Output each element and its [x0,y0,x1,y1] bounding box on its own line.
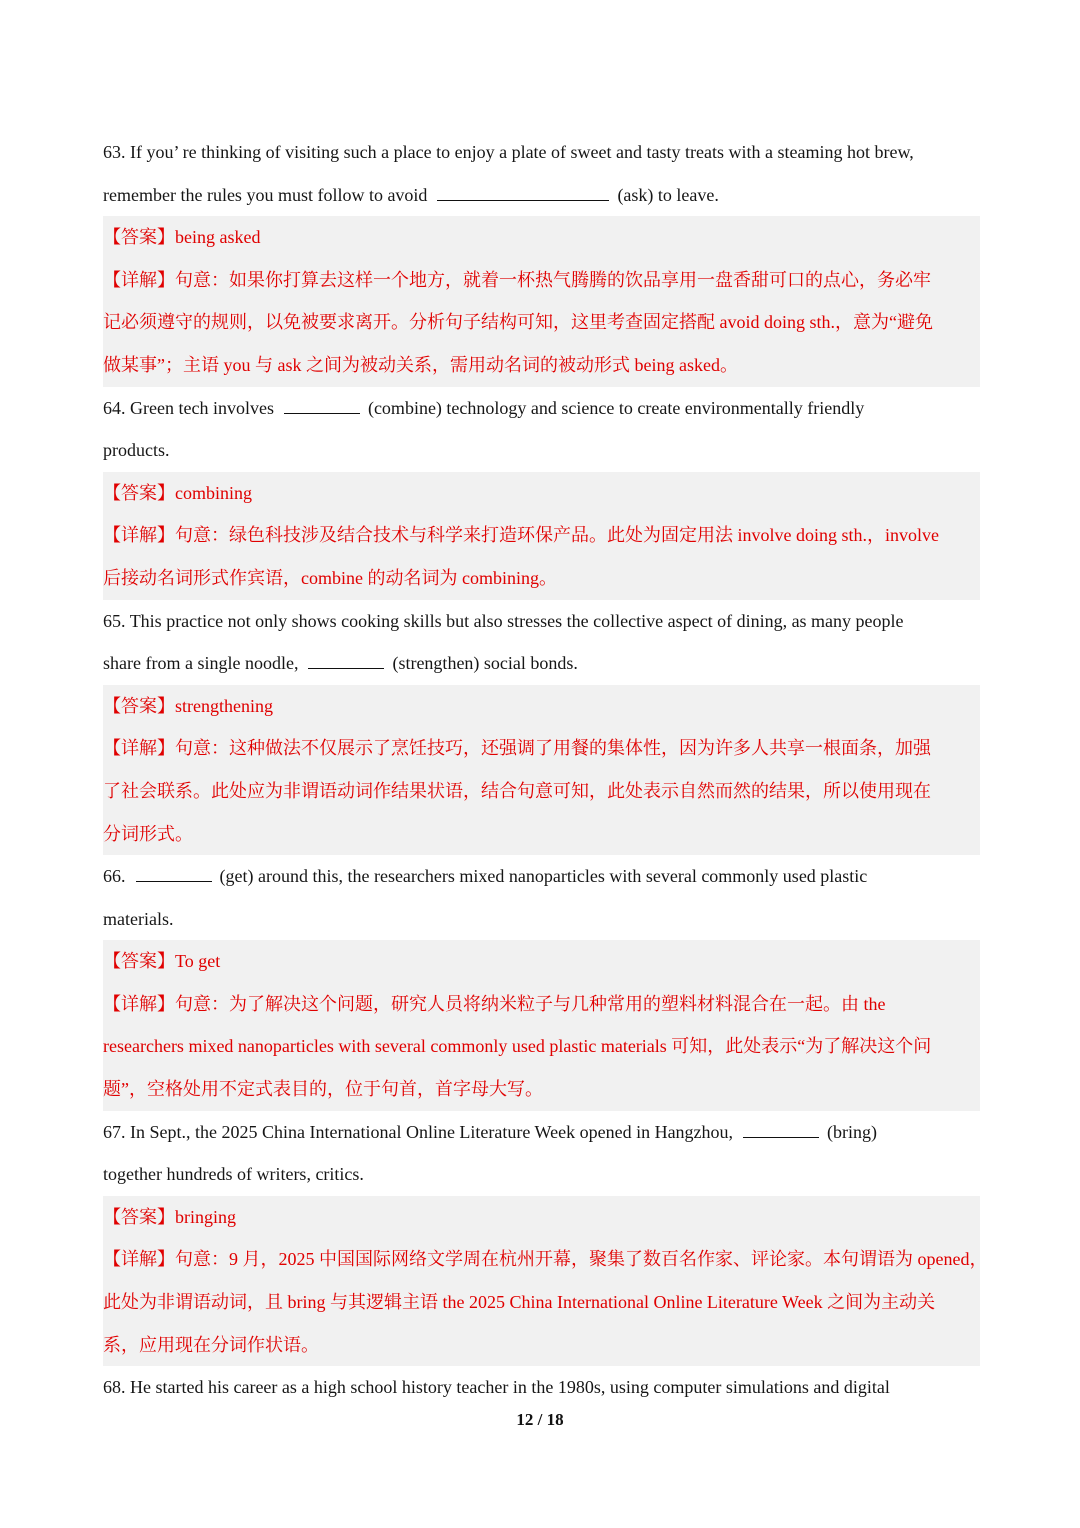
answer-label: 【答案】 [103,1206,175,1227]
answer-blank [136,867,212,882]
document-page [103,131,988,1409]
detail-line: 做某事”；主语 you 与 ask 之间为被动关系，需用动名词的被动形式 being asked。 [103,354,738,375]
question-67 [103,1111,980,1196]
answer-block-63 [103,216,980,386]
question-number: 66. [103,866,126,887]
question-text: share from a single noodle, [103,653,299,674]
detail-line: 系，应用现在分词作状语。 [103,1334,319,1355]
page-number: 12 / 18 [516,1410,564,1429]
answer-label: 【答案】 [103,695,175,716]
answer-text: bringing [175,1206,236,1227]
answer-blank [437,186,609,201]
question-number: 68. [103,1377,126,1398]
question-text: (get) around this, the researchers mixed nanoparticles with several commonly used plastic [219,866,868,887]
answer-blank [743,1123,819,1138]
question-number: 67. [103,1121,126,1142]
question-text: Green tech involves [130,397,274,418]
detail-line: 【详解】句意：9 月，2025 中国国际网络文学周在杭州开幕，聚集了数百名作家、评论家。本句谓语为 opened， [103,1249,988,1270]
question-64 [103,387,980,472]
answer-block-67 [103,1196,988,1366]
answer-label: 【答案】 [103,951,175,972]
question-number: 63. [103,142,126,162]
detail-line: 分词形式。 [103,823,193,844]
question-text: This practice not only shows cooking skills but also stresses the collective aspect of dining, as many people [129,610,904,631]
answer-blank [308,654,384,669]
question-68 [103,1366,980,1409]
question-text: (combine) technology and science to create environmentally friendly [367,397,865,418]
detail-line: researchers mixed nanoparticles with several commonly used plastic materials 可知，此处表示“为了解决这个问 [103,1036,932,1057]
detail-line: 【详解】句意：为了解决这个问题，研究人员将纳米粒子与几种常用的塑料材料混合在一起。由 the [103,993,886,1014]
answer-block-64 [103,472,980,600]
question-66 [103,855,980,940]
answer-blank [284,399,360,414]
detail-line: 【详解】句意：绿色科技涉及结合技术与科学来打造环保产品。此处为固定用法 involve doing sth.，involve [103,525,939,546]
detail-line: 后接动名词形式作宾语，combine 的动名词为 combining。 [103,567,557,588]
detail-line: 记必须遵守的规则，以免被要求离开。分析句子结构可知，这里考查固定搭配 avoid doing sth.，意为“避免 [103,312,933,333]
question-text: materials. [103,908,174,929]
question-number: 65. [103,610,126,631]
answer-label: 【答案】 [103,227,175,248]
question-text: remember the rules you must follow to avoid [103,184,428,205]
detail-line: 题”，空格处用不定式表目的，位于句首，首字母大写。 [103,1079,543,1100]
answer-text: being asked [175,227,261,248]
detail-line: 【详解】句意：如果你打算去这样一个地方，就着一杯热气腾腾的饮品享用一盘香甜可口的点心，务必牢 [103,269,931,290]
question-text: He started his career as a high school history teacher in the 1980s, using computer simulations and digital [130,1377,890,1398]
question-text: (ask) to leave. [617,184,719,205]
question-number: 64. [103,397,126,418]
question-text: If you’ re thinking of visiting such a place to enjoy a plate of sweet and tasty treats with a steaming hot brew, [130,142,914,162]
answer-text: strengthening [175,695,273,716]
detail-line: 【详解】句意：这种做法不仅展示了烹饪技巧，还强调了用餐的集体性，因为许多人共享一根面条，加强 [103,738,931,759]
question-65 [103,600,980,685]
question-text: products. [103,440,170,461]
answer-text: combining [175,482,252,503]
detail-line: 了社会联系。此处应为非谓语动词作结果状语，结合句意可知，此处表示自然而然的结果，所以使用现在 [103,780,931,801]
answer-block-65 [103,685,980,855]
question-text: together hundreds of writers, critics. [103,1164,364,1185]
question-text: (strengthen) social bonds. [392,653,578,674]
answer-label: 【答案】 [103,482,175,503]
question-63 [103,131,980,216]
question-text: In Sept., the 2025 China International Online Literature Week opened in Hangzhou, [130,1121,734,1142]
answer-text: To get [175,951,221,972]
answer-block-66 [103,940,980,1110]
detail-line: 此处为非谓语动词，且 bring 与其逻辑主语 the 2025 China International Online Literature Week 之间为主动关 [103,1292,936,1313]
question-text: (bring) [827,1121,878,1142]
